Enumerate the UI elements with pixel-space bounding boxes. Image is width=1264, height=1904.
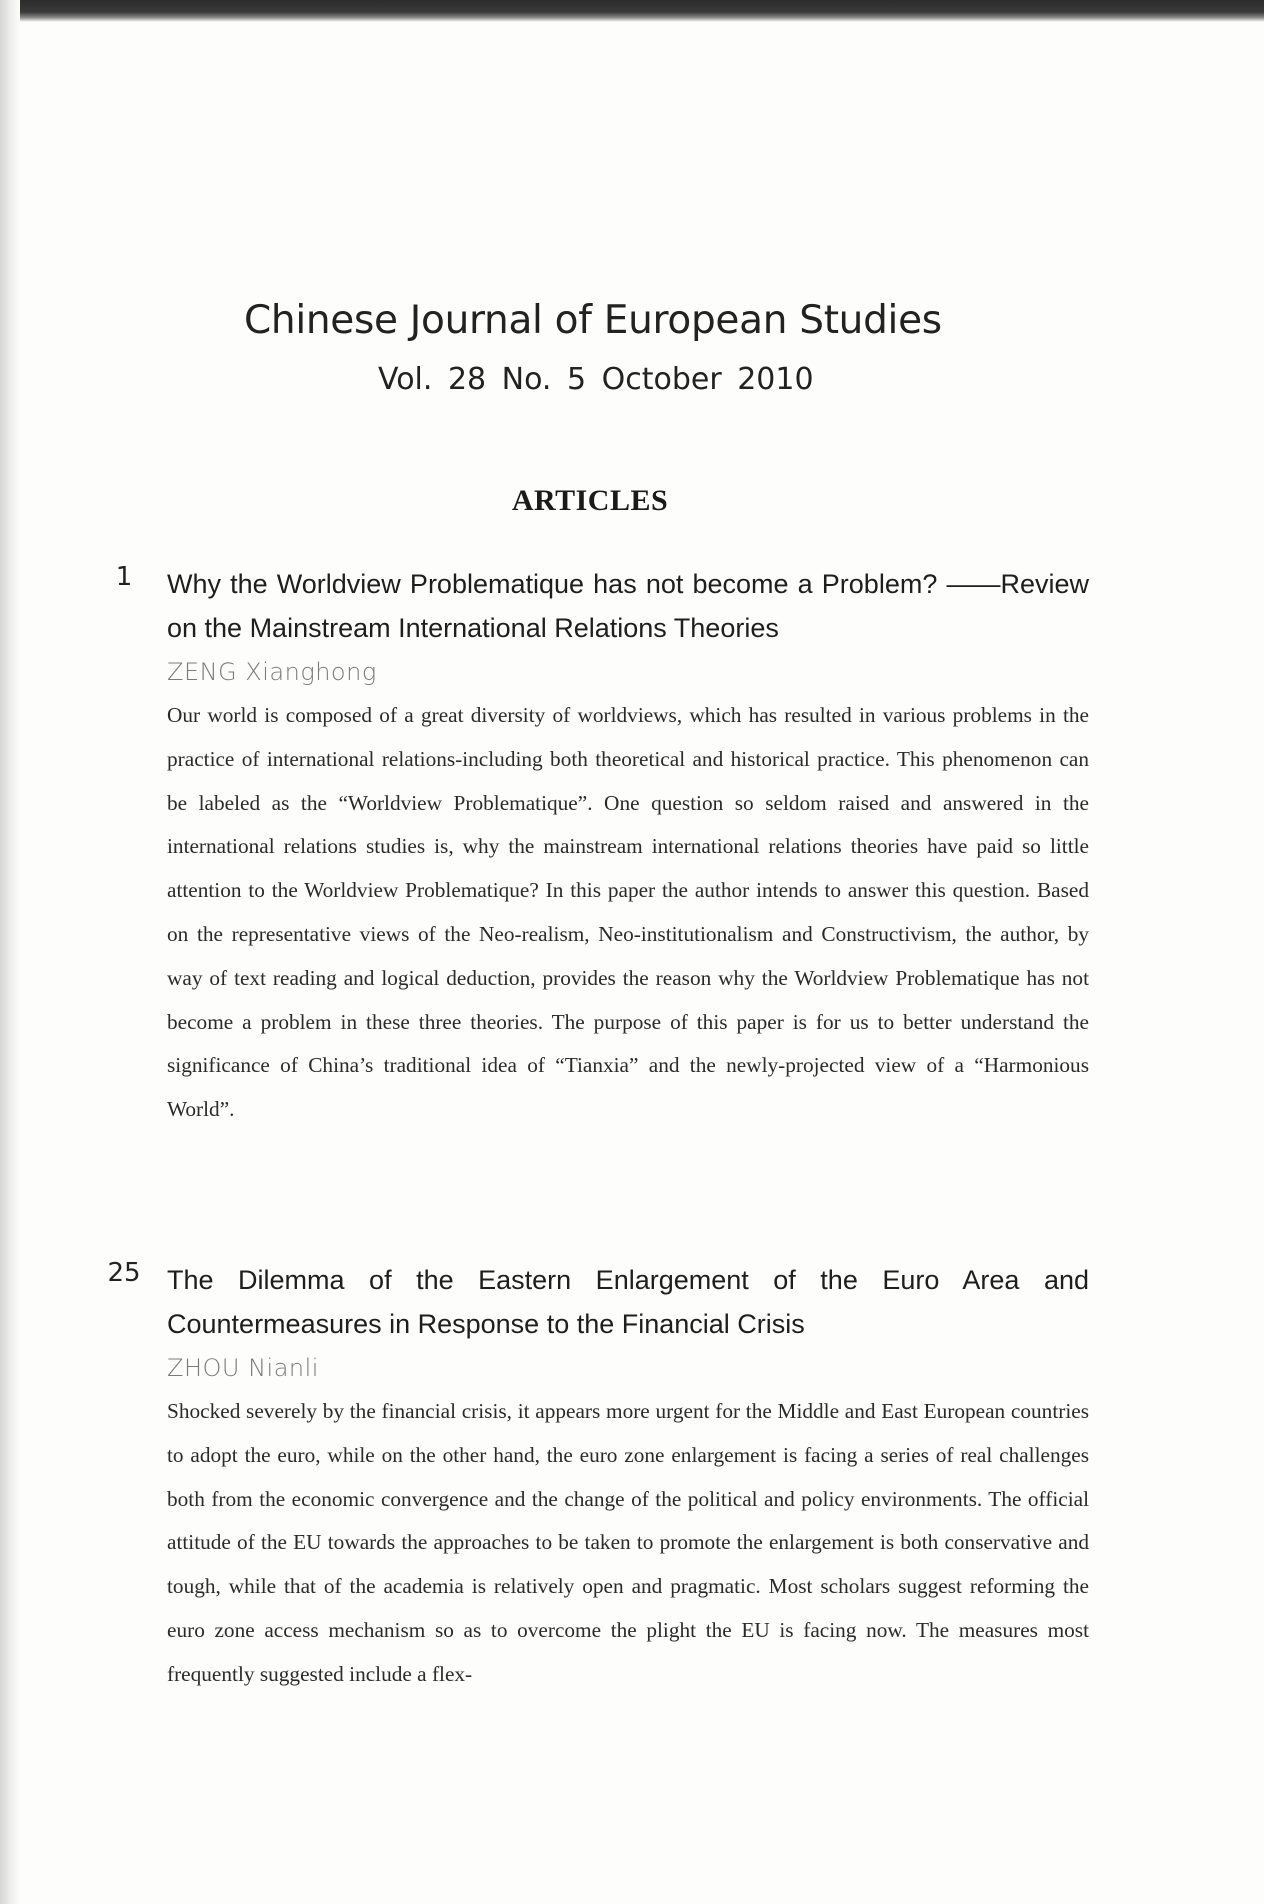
journal-title: Chinese Journal of European Studies: [244, 298, 942, 343]
scan-top-edge: [0, 0, 1264, 22]
section-heading: ARTICLES: [511, 484, 669, 517]
article-author: ZHOU Nianli: [167, 1354, 319, 1382]
article-body: [167, 562, 1089, 1132]
article-title: The Dilemma of the Eastern Enlargement of the Euro Area and Countermeasures in Response to the Financial Crisis: [167, 1265, 1089, 1339]
article-abstract: Shocked severely by the financial crisis, it appears more urgent for the Middle and East European countries to adopt the euro, while on the other hand, the euro zone enlargement is facing a series of real challenges both from the economic convergence and the change of the political and policy environments. The official attitude of the EU towards the approaches to be taken to promote the enlargement is both conservative and tough, while that of the academia is relatively open and pragmatic. Most scholars suggest reforming the euro zone access mechanism so as to overcome the plight the EU is facing now. The measures most frequently suggested include a flex-: [167, 1399, 1089, 1686]
article-page-number: 1: [115, 562, 133, 592]
article-body: [167, 1258, 1089, 1697]
article-title: Why the Worldview Problematique has not become a Problem? ——Review on the Mainstream International Relations Theories: [167, 569, 1089, 643]
article-page-number: 25: [107, 1258, 141, 1288]
article-author: ZENG Xianghong: [167, 658, 377, 686]
article-abstract: Our world is composed of a great diversity of worldviews, which has resulted in various problems in the practice of international relations-including both theoretical and historical practice. This phenomenon can be labeled as the “Worldview Problematique”. One question so seldom raised and answered in the international relations studies is, why the mainstream international relations theories have paid so little attention to the Worldview Problematique? In this paper the author intends to answer this question. Based on the representative views of the Neo-realism, Neo-institutionalism and Constructivism, the author, by way of text reading and logical deduction, provides the reason why the Worldview Problematique has not become a problem in these three theories. The purpose of this paper is for us to better understand the significance of China’s traditional idea of “Tianxia” and the newly-projected view of a “Harmonious World”.: [167, 703, 1089, 1122]
issue-line: Vol. 28 No. 5 October 2010: [378, 362, 814, 397]
scan-left-edge: [0, 0, 20, 1904]
